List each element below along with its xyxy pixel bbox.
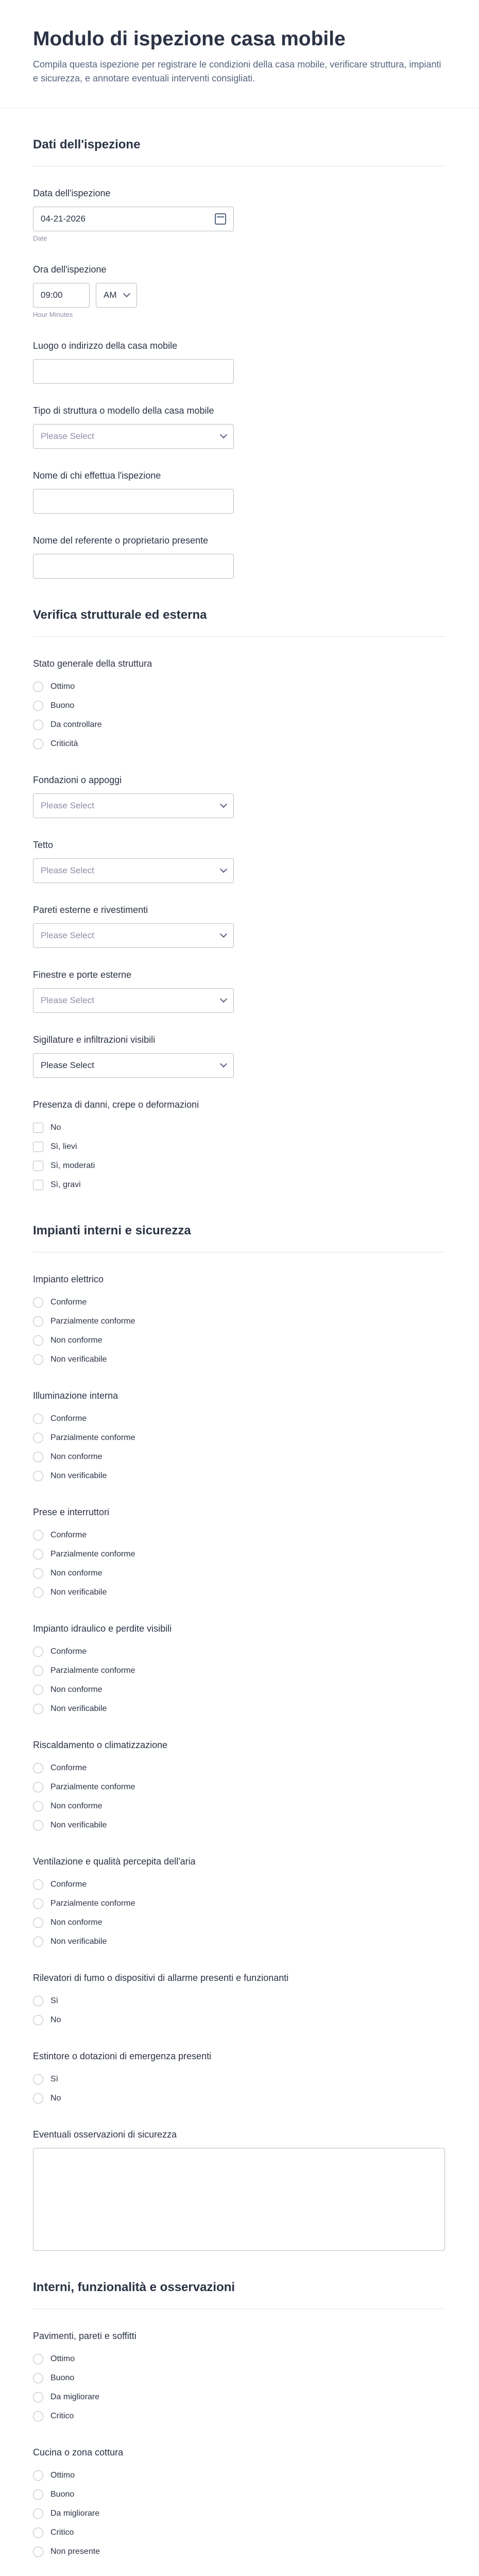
radio-button[interactable]: [33, 2489, 43, 2500]
safety-notes-textarea[interactable]: [33, 2148, 445, 2251]
radio-option[interactable]: [33, 1816, 446, 1835]
date-sublabel: Date: [33, 234, 47, 242]
radio-button[interactable]: [33, 1782, 43, 1792]
option-label: Parzialmente conforme: [50, 1549, 135, 1558]
roof-select[interactable]: [33, 858, 234, 883]
field-label: Riscaldamento o climatizzazione: [33, 1740, 168, 1750]
option-label: Non verificabile: [50, 1471, 107, 1480]
radio-button[interactable]: [33, 1354, 43, 1365]
field-plumbing: [0, 1602, 479, 1718]
option-label: Sì, gravi: [50, 1180, 81, 1189]
field-floors: [0, 2309, 479, 2426]
option-label: Criticità: [50, 739, 78, 748]
field-detectors: [0, 1951, 479, 2029]
option-label: Sì, lievi: [50, 1142, 77, 1151]
option-label: Non presente: [50, 2547, 100, 2556]
field-walls: [0, 883, 479, 948]
select-placeholder: Please Select: [41, 995, 94, 1005]
chevron-down-icon: [123, 290, 130, 297]
option-label: Sì: [50, 1996, 59, 2005]
radio-button[interactable]: [33, 1647, 43, 1657]
radio-option[interactable]: [33, 1875, 446, 1894]
field-extinguisher: [0, 2029, 479, 2108]
time-row: [33, 283, 446, 308]
section-interiors: [0, 2251, 479, 2309]
radio-option[interactable]: [33, 1932, 446, 1951]
radio-option[interactable]: [33, 2387, 446, 2406]
field-label: Nome del referente o proprietario presente: [33, 535, 209, 546]
radio-button[interactable]: [33, 1549, 43, 1560]
radio-button[interactable]: [33, 2074, 43, 2084]
field-label: Stato generale della struttura: [33, 658, 152, 669]
section-systems: [0, 1194, 479, 1252]
field-windows: [0, 948, 479, 1013]
checkbox-option[interactable]: [33, 1156, 446, 1175]
field-label: Finestre e porte esterne: [33, 970, 132, 980]
radio-option[interactable]: [33, 2089, 446, 2108]
field-label: Illuminazione interna: [33, 1391, 118, 1401]
time-sublabel: Hour Minutes: [33, 311, 73, 318]
radio-button[interactable]: [33, 1530, 43, 1540]
seals-select[interactable]: [33, 1053, 234, 1078]
field-label: Eventuali osservazioni di sicurezza: [33, 2129, 177, 2140]
checkbox[interactable]: [33, 1142, 43, 1152]
radio-option[interactable]: [33, 1331, 446, 1350]
radio-option[interactable]: [33, 696, 446, 715]
field-inspection-date: [0, 166, 479, 243]
field-label: Ora dell'ispezione: [33, 264, 107, 275]
radio-option[interactable]: [33, 2523, 446, 2542]
radio-button[interactable]: [33, 739, 43, 749]
option-label: Conforme: [50, 1647, 87, 1656]
time-value: 09:00: [41, 290, 63, 300]
field-heating: [0, 1718, 479, 1835]
radio-option[interactable]: [33, 1466, 446, 1485]
option-label: Da migliorare: [50, 2509, 100, 2518]
option-label: Non conforme: [50, 1918, 102, 1927]
form-title: Modulo di ispezione casa mobile: [33, 28, 346, 50]
section-title: Dati dell'ispezione: [33, 138, 141, 151]
radio-button[interactable]: [33, 2373, 43, 2383]
option-label: Conforme: [50, 1763, 87, 1772]
option-label: Sì, moderati: [50, 1161, 95, 1170]
radio-button[interactable]: [33, 701, 43, 711]
select-placeholder: Please Select: [41, 431, 94, 441]
radio-button[interactable]: [33, 2470, 43, 2481]
option-label: Sì: [50, 2074, 59, 2083]
radio-option[interactable]: [33, 1797, 446, 1816]
chevron-down-icon: [220, 801, 227, 808]
field-label: Estintore o dotazioni di emergenza presenti: [33, 2051, 212, 2061]
field-ventilation: [0, 1835, 479, 1951]
option-label: Parzialmente conforme: [50, 1899, 135, 1908]
location-input[interactable]: [33, 359, 234, 384]
structure-type-select[interactable]: [33, 424, 234, 449]
option-label: Ottimo: [50, 2470, 75, 2480]
option-label: Critico: [50, 2411, 74, 2420]
chevron-down-icon: [220, 866, 227, 873]
date-input[interactable]: [33, 207, 234, 231]
checkbox[interactable]: [33, 1180, 43, 1190]
chevron-down-icon: [220, 1060, 227, 1067]
field-foundations: [0, 753, 479, 818]
radio-option[interactable]: [33, 1293, 446, 1312]
radio-button[interactable]: [33, 1879, 43, 1890]
field-bathroom: [0, 2561, 479, 2576]
option-label: Non conforme: [50, 1801, 102, 1810]
field-label: Luogo o indirizzo della casa mobile: [33, 341, 178, 351]
radio-button[interactable]: [33, 1587, 43, 1598]
field-label: Cucina o zona cottura: [33, 2447, 124, 2458]
option-label: Non verificabile: [50, 1704, 107, 1713]
radio-button[interactable]: [33, 1414, 43, 1424]
section-title: Verifica strutturale ed esterna: [33, 608, 207, 622]
field-label: Presenza di danni, crepe o deformazioni: [33, 1099, 199, 1110]
radio-option[interactable]: [33, 1777, 446, 1797]
option-label: Ottimo: [50, 2354, 75, 2363]
option-label: Parzialmente conforme: [50, 1666, 135, 1675]
select-placeholder: Please Select: [41, 866, 94, 875]
radio-button[interactable]: [33, 1937, 43, 1947]
select-placeholder: Please Select: [41, 930, 94, 940]
option-label: Conforme: [50, 1297, 87, 1307]
radio-option[interactable]: [33, 2368, 446, 2387]
radio-option[interactable]: [33, 2406, 446, 2426]
option-label: Conforme: [50, 1414, 87, 1423]
option-label: Non conforme: [50, 1452, 102, 1461]
radio-option[interactable]: [33, 1526, 446, 1545]
field-electric: [0, 1252, 479, 1369]
date-value: 04-21-2026: [41, 214, 85, 224]
field-safety-notes: [0, 2108, 479, 2251]
radio-option[interactable]: [33, 1661, 446, 1680]
option-label: Non conforme: [50, 1685, 102, 1694]
field-label: Impianto elettrico: [33, 1274, 104, 1284]
option-label: No: [50, 1123, 61, 1132]
field-sockets: [0, 1485, 479, 1602]
field-seals: [0, 1013, 479, 1078]
field-label: Ventilazione e qualità percepita dell'aria: [33, 1856, 196, 1867]
option-label: Conforme: [50, 1879, 87, 1889]
radio-option[interactable]: [33, 1447, 446, 1466]
radio-button[interactable]: [33, 2392, 43, 2402]
radio-button[interactable]: [33, 1899, 43, 1909]
radio-button[interactable]: [33, 2093, 43, 2104]
form-header: [0, 0, 479, 108]
radio-option[interactable]: [33, 1409, 446, 1428]
radio-button[interactable]: [33, 2354, 43, 2364]
radio-button[interactable]: [33, 2509, 43, 2519]
field-inspector-name: [0, 449, 479, 514]
radio-option[interactable]: [33, 734, 446, 753]
foundations-select[interactable]: [33, 793, 234, 818]
owner-name-input[interactable]: [33, 554, 234, 579]
option-label: Parzialmente conforme: [50, 1316, 135, 1326]
section-inspection-data: [0, 108, 479, 166]
field-label: Tipo di struttura o modello della casa mobile: [33, 405, 214, 416]
option-label: Buono: [50, 2373, 75, 2382]
chevron-down-icon: [220, 995, 227, 1003]
radio-button[interactable]: [33, 1820, 43, 1831]
chevron-down-icon: [220, 431, 227, 438]
radio-option[interactable]: [33, 677, 446, 696]
radio-option[interactable]: [33, 1894, 446, 1913]
field-label: Prese e interruttori: [33, 1507, 110, 1517]
radio-option[interactable]: [33, 715, 446, 734]
ampm-value: AM: [104, 290, 117, 300]
radio-button[interactable]: [33, 1704, 43, 1714]
radio-button[interactable]: [33, 1763, 43, 1773]
radio-button[interactable]: [33, 1297, 43, 1308]
field-structure-type: [0, 384, 479, 449]
field-roof: [0, 818, 479, 883]
radio-button[interactable]: [33, 1568, 43, 1579]
radio-option[interactable]: [33, 1350, 446, 1369]
radio-option[interactable]: [33, 2485, 446, 2504]
checkbox-option[interactable]: [33, 1137, 446, 1156]
radio-option[interactable]: [33, 1545, 446, 1564]
radio-button[interactable]: [33, 1452, 43, 1462]
select-placeholder: Please Select: [41, 1060, 94, 1070]
radio-button[interactable]: [33, 1666, 43, 1676]
radio-button[interactable]: [33, 1918, 43, 1928]
field-label: Pavimenti, pareti e soffitti: [33, 2331, 136, 2341]
option-label: Non verificabile: [50, 1820, 107, 1829]
radio-button[interactable]: [33, 720, 43, 730]
option-label: Non verificabile: [50, 1587, 107, 1597]
field-label: Impianto idraulico e perdite visibili: [33, 1623, 172, 1634]
field-label: Tetto: [33, 840, 54, 850]
option-label: Buono: [50, 2489, 75, 2499]
time-input[interactable]: [33, 283, 90, 308]
radio-option[interactable]: [33, 1699, 446, 1718]
radio-option[interactable]: [33, 2542, 446, 2561]
checkbox[interactable]: [33, 1161, 43, 1171]
radio-option[interactable]: [33, 1913, 446, 1932]
option-label: Ottimo: [50, 682, 75, 691]
field-label: Rilevatori di fumo o dispositivi di allarme presenti e funzionanti: [33, 1973, 289, 1983]
option-label: Parzialmente conforme: [50, 1782, 135, 1791]
option-label: Da migliorare: [50, 2392, 100, 2401]
option-label: Non conforme: [50, 1335, 102, 1345]
radio-option[interactable]: [33, 2010, 446, 2029]
radio-button[interactable]: [33, 2547, 43, 2557]
radio-option[interactable]: [33, 1758, 446, 1777]
windows-select[interactable]: [33, 988, 234, 1013]
option-label: Non verificabile: [50, 1937, 107, 1946]
option-label: No: [50, 2015, 61, 2024]
radio-button[interactable]: [33, 1471, 43, 1481]
field-kitchen: [0, 2426, 479, 2561]
radio-option[interactable]: [33, 1312, 446, 1331]
radio-option[interactable]: [33, 1428, 446, 1447]
form-description: Compila questa ispezione per registrare le condizioni della casa mobile, verificare struttura, impianti e sicurezza, e annotare eventuali interventi consigliati.: [33, 59, 441, 83]
radio-option[interactable]: [33, 2349, 446, 2368]
field-label: Fondazioni o appoggi: [33, 775, 122, 785]
field-damage: [0, 1078, 479, 1194]
radio-option[interactable]: [33, 1564, 446, 1583]
section-title: Interni, funzionalità e osservazioni: [33, 2280, 235, 2294]
option-label: Non verificabile: [50, 1354, 107, 1364]
radio-button[interactable]: [33, 1801, 43, 1811]
radio-button[interactable]: [33, 1335, 43, 1346]
radio-button[interactable]: [33, 2411, 43, 2421]
field-location: [0, 319, 479, 384]
checkbox-option[interactable]: [33, 1118, 446, 1137]
radio-option[interactable]: [33, 1583, 446, 1602]
field-label: Data dell'ispezione: [33, 188, 111, 198]
option-label: Critico: [50, 2528, 74, 2537]
select-placeholder: Please Select: [41, 801, 94, 810]
field-label: Sigillature e infiltrazioni visibili: [33, 1035, 156, 1045]
inspector-name-input[interactable]: [33, 489, 234, 514]
option-label: Da controllare: [50, 720, 102, 729]
option-label: Conforme: [50, 1530, 87, 1539]
radio-option[interactable]: [33, 1642, 446, 1661]
radio-button[interactable]: [33, 1433, 43, 1443]
option-label: No: [50, 2093, 61, 2103]
ampm-select[interactable]: [96, 283, 137, 308]
checkbox[interactable]: [33, 1123, 43, 1133]
radio-option[interactable]: [33, 1991, 446, 2010]
radio-button[interactable]: [33, 2528, 43, 2538]
checkbox-option[interactable]: [33, 1175, 446, 1194]
radio-button[interactable]: [33, 1685, 43, 1695]
field-owner-name: [0, 514, 479, 579]
field-inspection-time: [0, 243, 479, 319]
option-label: Buono: [50, 701, 75, 710]
radio-button[interactable]: [33, 2015, 43, 2025]
radio-option[interactable]: [33, 2504, 446, 2523]
field-label: Pareti esterne e rivestimenti: [33, 905, 148, 915]
radio-button[interactable]: [33, 682, 43, 692]
walls-select[interactable]: [33, 923, 234, 948]
radio-option[interactable]: [33, 2466, 446, 2485]
option-label: Non conforme: [50, 1568, 102, 1578]
option-label: Parzialmente conforme: [50, 1433, 135, 1442]
radio-button[interactable]: [33, 1316, 43, 1327]
calendar-icon[interactable]: [215, 213, 226, 225]
chevron-down-icon: [220, 930, 227, 938]
section-structure: [0, 579, 479, 637]
field-lighting: [0, 1369, 479, 1485]
field-label: Nome di chi effettua l'ispezione: [33, 470, 161, 481]
radio-button[interactable]: [33, 1996, 43, 2006]
radio-option[interactable]: [33, 2070, 446, 2089]
section-title: Impianti interni e sicurezza: [33, 1224, 191, 1238]
field-general-state: [0, 637, 479, 753]
radio-option[interactable]: [33, 1680, 446, 1699]
